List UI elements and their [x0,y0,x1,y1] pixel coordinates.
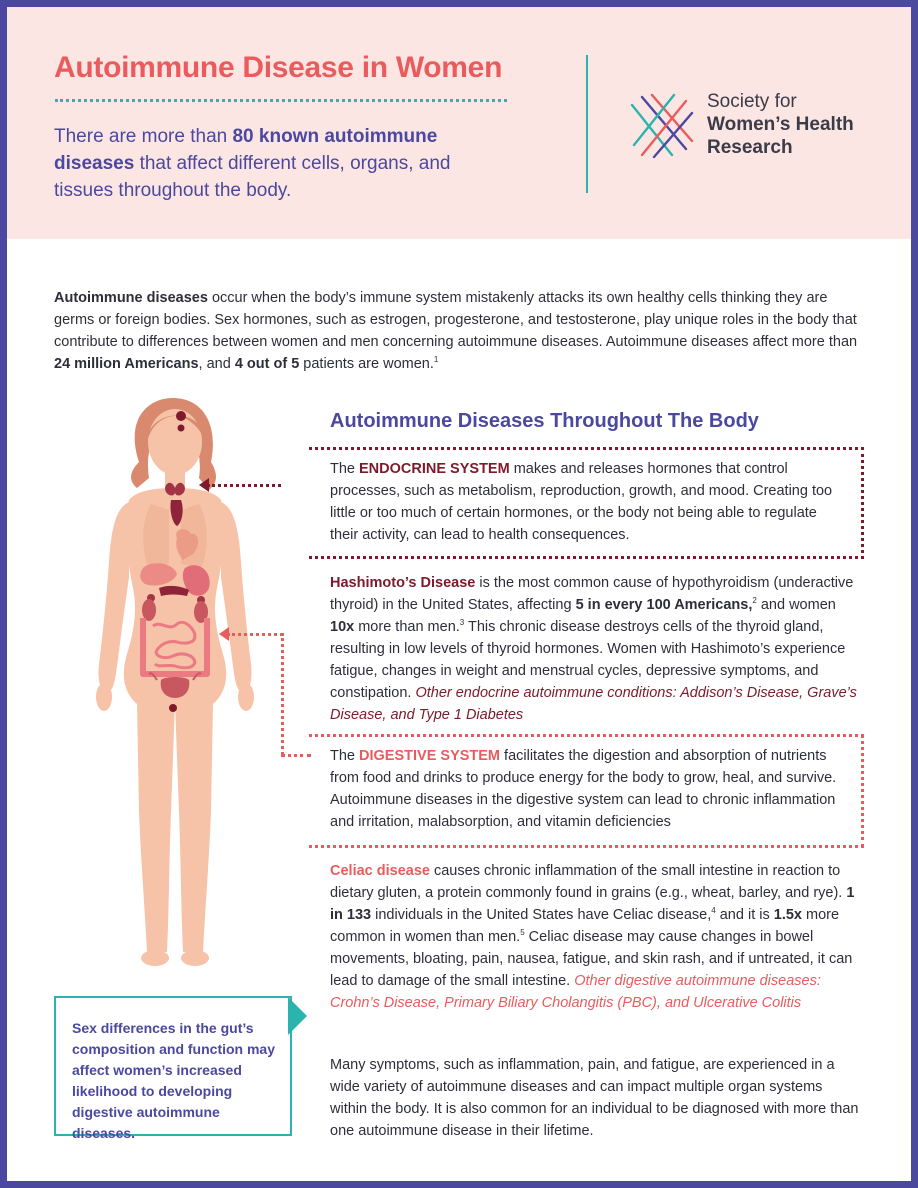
page-title: Autoimmune Disease in Women [54,51,503,84]
infographic-page [7,7,911,1181]
closing-paragraph: Many symptoms, such as inflammation, pain, and fatigue, are experienced in a wide variety of autoimmune diseases and can impact multiple organ systems within the body. It is also common for an individual to be diagnosed with more than one autoimmune disease in their lifetime. [330,1057,859,1139]
callout-text: Sex differences in the gut’s composition and function may affect women’s increased likelihood to developing digestive autoimmune diseases. [72,1020,276,1141]
callout-pointer-icon [288,997,307,1035]
header-divider [586,55,588,193]
logo-line-2: Women’s Health [707,114,854,135]
gut-callout-box [54,996,292,1141]
digestive-arrow-icon [219,627,229,641]
endocrine-arrow-icon [199,478,209,492]
title-dotted-underline [55,99,507,102]
endocrine-description: The ENDOCRINE SYSTEM makes and releases hormones that control processes, such as metabolism, reproduction, growth, and mood. Creating too little or too much of certain hormones, or the body not being able to regulate their activity, can lead to health consequences. [330,461,833,543]
digestive-connector-vertical [281,633,284,755]
intro-paragraph: Autoimmune diseases occur when the body’s immune system mistakenly attacks its own healthy cells thinking they are germs or foreign bodies. Sex hormones, such as estrogen, progesterone, and testosterone, play unique roles in the body that contribute to differences between women and men concerning autoimmune diseases. Autoimmune diseases affect more than 24 million Americans, and 4 out of 5 patients are women.$^1$ [54,290,858,372]
celiac-paragraph: Celiac disease causes chronic inflammation of the small intestine in reaction to dietary gluten, a protein commonly found in grains (e.g., wheat, barley, and rye). 1 in 133 individuals in the United States have Celiac disease,$^4$ and it is 1.5x more common in women than men.$^5$ Celiac disease may cause changes in bowel movements, bloating, pain, nausea, fatigue, and skin rash, and if untreated, it can lead to damage of the small intestine. Other digestive autoimmune diseases: Crohn’s Disease, Primary Biliary Cholangitis (PBC), and Ulcerative Colitis [330,863,855,1011]
hashimoto-paragraph: Hashimoto’s Disease is the most common cause of hypothyroidism (underactive thyroid) in the United States, affecting 5 in every 100 Americans,$^2$ and women 10x more than men.$^3$ This chronic disease destroys cells of the thyroid gland, resulting in low levels of thyroid hormones. Women with Hashimoto’s experience fatigue, changes in weight and menstrual cycles, depressive symptoms, and constipation. Other endocrine autoimmune conditions: Addison’s Disease, Grave’s Disease, and Type 1 Diabetes [330,575,857,723]
organization-name [707,90,854,159]
endocrine-connector-line [207,484,281,487]
female-body-illustration [77,392,257,977]
logo-line-1: Society for [707,91,797,112]
crossed-lines-logo-icon [630,91,694,161]
page-subtitle: There are more than 80 known autoimmune diseases that affect different cells, organs, and tissues throughout the body. [54,126,451,201]
logo-line-3: Research [707,137,793,158]
header-banner [7,7,911,239]
section-title: Autoimmune Diseases Throughout The Body [330,410,759,432]
digestive-connector-line [227,633,283,636]
digestive-connector-end [281,754,311,757]
digestive-description: The DIGESTIVE SYSTEM facilitates the digestion and absorption of nutrients from food and drinks to produce energy for the body to grow, heal, and survive. Autoimmune diseases in the digestive system can lead to chronic inflammation and irritation, malabsorption, and vitamin deficiencies [330,748,837,830]
